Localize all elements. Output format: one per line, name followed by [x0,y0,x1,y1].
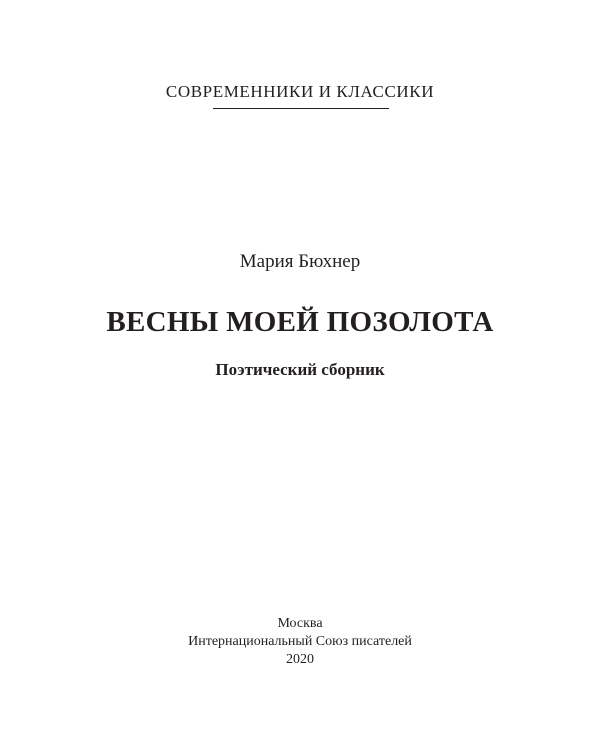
book-title: ВЕСНЫ МОЕЙ ПОЗОЛОТА [106,306,494,338]
book-subtitle: Поэтический сборник [215,360,385,379]
imprint-year: 2020 [286,652,314,667]
imprint-block [0,615,600,669]
series-underline [213,108,389,109]
series-label: СОВРЕМЕННИКИ И КЛАССИКИ [165,82,435,101]
imprint-city: Москва [277,616,323,631]
author-name: Мария Бюхнер [239,251,361,272]
imprint-publisher: Интернациональный Союз писателей [188,634,412,649]
